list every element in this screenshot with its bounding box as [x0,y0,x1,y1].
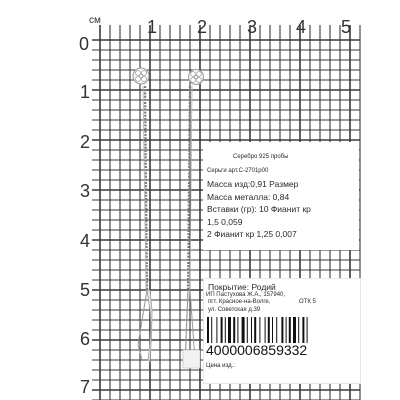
barcode [206,317,341,343]
tag-inserts-values: 1,5 0,059 [207,217,243,227]
ruler-left-3: 3 [80,181,91,201]
ruler-left-4: 4 [80,231,91,251]
ruler-top-3: 3 [247,17,258,37]
ruler-unit-label: см [89,15,101,26]
barcode-number: 4000006859332 [206,342,308,358]
tag-price-label: Цена изд.: [206,363,235,369]
product-tag-lower [203,278,361,384]
ruler-left-6: 6 [80,329,91,349]
right-earring [183,70,204,369]
tag-coating: Покрытие: Родий [208,282,276,292]
tag-inserts-2: 2 Фианит кр 1,25 0,007 [207,229,297,239]
tag-item-mass: Масса изд:0,91 Размер [207,179,299,189]
ruler-left-1: 1 [80,82,91,102]
ruler-top-4: 4 [296,17,307,37]
ruler-left-7: 7 [80,377,91,397]
ruler-top-2: 2 [197,17,208,37]
tag-address-2: ул. Советская д.39 [208,307,261,313]
tag-inserts: Вставки (гр): 10 Фианит кр [207,204,311,214]
ruler-top-5: 5 [341,17,352,37]
tag-otk: ОТК 5 [299,299,316,305]
tag-metal-mass: Масса металла: 0,84 [207,192,290,202]
tag-alloy: Серебро 925 пробы [233,154,289,160]
ruler-left-5: 5 [80,280,91,300]
ruler-left-2: 2 [80,132,91,152]
tag-article: Серьги арт.С-2701р00 [207,168,269,174]
left-earring [133,68,152,362]
ruler-left-0: 0 [79,34,90,54]
tag-address-1: пгт. Красное-на-Волге, [208,299,271,305]
tag-maker: ИП Пастухова Ж.А., 157940, [206,292,286,298]
ruler-top-1: 1 [147,17,158,37]
product-tag-upper [203,142,359,250]
